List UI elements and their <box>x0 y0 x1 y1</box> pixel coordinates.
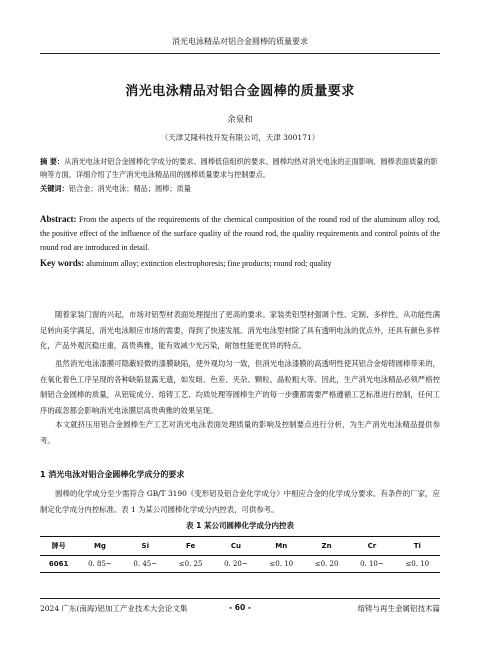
keywords-en-text: aluminum alloy; extinction electrophoresis; fine products; round rod; quality <box>84 259 332 268</box>
article-title: 消光电泳精品对铝合金圆棒的质量要求 <box>125 84 355 99</box>
column-header: Cr <box>349 537 394 556</box>
keywords-chinese <box>40 184 440 194</box>
table-header-row <box>40 537 440 556</box>
table-cell: 0. 45~ <box>123 556 168 573</box>
page-number: - 60 - <box>229 603 251 612</box>
keywords-cn-label: 关键词： <box>40 184 69 193</box>
table-cell: 0. 20~ <box>213 556 258 573</box>
paragraph-text: 随着家装门窗的兴起，市场对铝型材表面处理提出了更高的要求。家装类铝型材强调个性、定制、多样性，从功能性满足转向美学满足，消光电泳顺应市场的需要，得到了快速发展。消光电泳型材除了具有透明电泳的优点外，还具有颜色多样化，产品外观沉稳庄重，高贵典雅，能有效减少光污染，耐蚀性能更优异的特点。 <box>40 310 440 350</box>
keywords-cn-text: 铝合金；消光电泳；精品；圆棒；质量 <box>68 184 191 193</box>
column-header: Fe <box>168 537 213 556</box>
keywords-en-label: Key words: <box>40 258 85 268</box>
body-paragraph <box>40 307 440 354</box>
column-header: Mg <box>77 537 122 556</box>
abstract-english <box>40 212 440 255</box>
column-header: Mn <box>259 537 304 556</box>
table-caption: 表 1 某公司圆棒化学成分内控表 <box>186 521 294 530</box>
table-cell: ≤0. 20 <box>304 556 349 573</box>
author-name: 余泉和 <box>227 115 253 125</box>
abstract-en-label: Abstract: <box>40 214 77 224</box>
table-cell: 0. 85~ <box>77 556 122 573</box>
paragraph-text: 本文就挤压用铝合金圆棒生产工艺对消光电泳表面处理质量的影响及控制要点进行分析，为生产消光电泳精品提供参考。 <box>40 420 440 445</box>
abstract-cn-text: 从消光电泳对铝合金圆棒化学成分的要求、圆棒低倍组织的要求、圆棒均热对消光电泳的正面影响、圆棒表面质量的影响等方面，详细介绍了生产消光电泳精品用的圆棒质量要求与控制要点。 <box>40 157 438 179</box>
table-cell: 0. 10~ <box>349 556 394 573</box>
footer-rule <box>40 598 440 599</box>
composition-table <box>40 536 440 573</box>
body-paragraph <box>40 356 440 418</box>
table-cell: ≤0. 25 <box>168 556 213 573</box>
author-affiliation: （天津艾隆科技开发有限公司，天津 300171） <box>160 133 320 142</box>
body-paragraph <box>40 417 440 448</box>
keywords-english <box>40 258 440 268</box>
body-paragraph <box>40 486 440 517</box>
column-header: Zn <box>304 537 349 556</box>
table-cell: ≤0. 10 <box>259 556 304 573</box>
footer-proceedings: 2024 广东(南海)铝加工产业技术大会论文集 <box>40 604 188 613</box>
paragraph-text: 圆棒的化学成分至少需符合 GB/T 3190《变形铝及铝合金化学成分》中相应合金的化学成分要求。有条件的厂家，应制定化学成分内控标准。表 1 为某公司圆棒化学成分内控表，可供参考。 <box>40 489 440 514</box>
table-cell: 6061 <box>40 556 77 573</box>
table-row <box>40 556 440 573</box>
running-header: 消光电泳精品对铝合金圆棒的质量要求 <box>172 37 308 46</box>
abstract-en-text: From the aspects of the requirements of the chemical composition of the round rod of the aluminum alloy rod, the positive effect of the influence of the surface quality of the round rod, the quality requirements and control points of the round rod are introduced in detail. <box>40 215 440 252</box>
section-heading: 1 消光电泳对铝合金圆棒化学成分的要求 <box>40 470 185 479</box>
column-header: Ti <box>395 537 440 556</box>
paragraph-text: 虽然消光电泳漆膜可隐蔽轻微的漆膜缺陷，使外观均匀一致，但消光电泳漆膜的高透明性使其铝合金熔铸圆棒带来的，在氧化着色工序呈现的各种缺陷显露无遗，如发暗、色差、夹杂、颗粒、晶粒粗大等。因此，生产消光电泳精品必须严格控制铝合金圆棒的质量，从铝锭成分、熔铸工艺、均质处理等圆棒生产的每一步骤都需要严格遵循工艺标准进行控制，任何工序的疏忽都会影响消光电泳膜层高贵典雅的效果呈现。 <box>40 359 440 415</box>
table-cell: ≤0. 10 <box>395 556 440 573</box>
abstract-chinese <box>40 155 440 181</box>
column-header: Si <box>123 537 168 556</box>
column-header: Cu <box>213 537 258 556</box>
header-rule <box>40 53 440 54</box>
column-header: 牌号 <box>40 537 77 556</box>
footer-section: 熔铸与再生金属铝技术篇 <box>357 604 440 613</box>
abstract-cn-label: 摘 要： <box>40 157 65 166</box>
